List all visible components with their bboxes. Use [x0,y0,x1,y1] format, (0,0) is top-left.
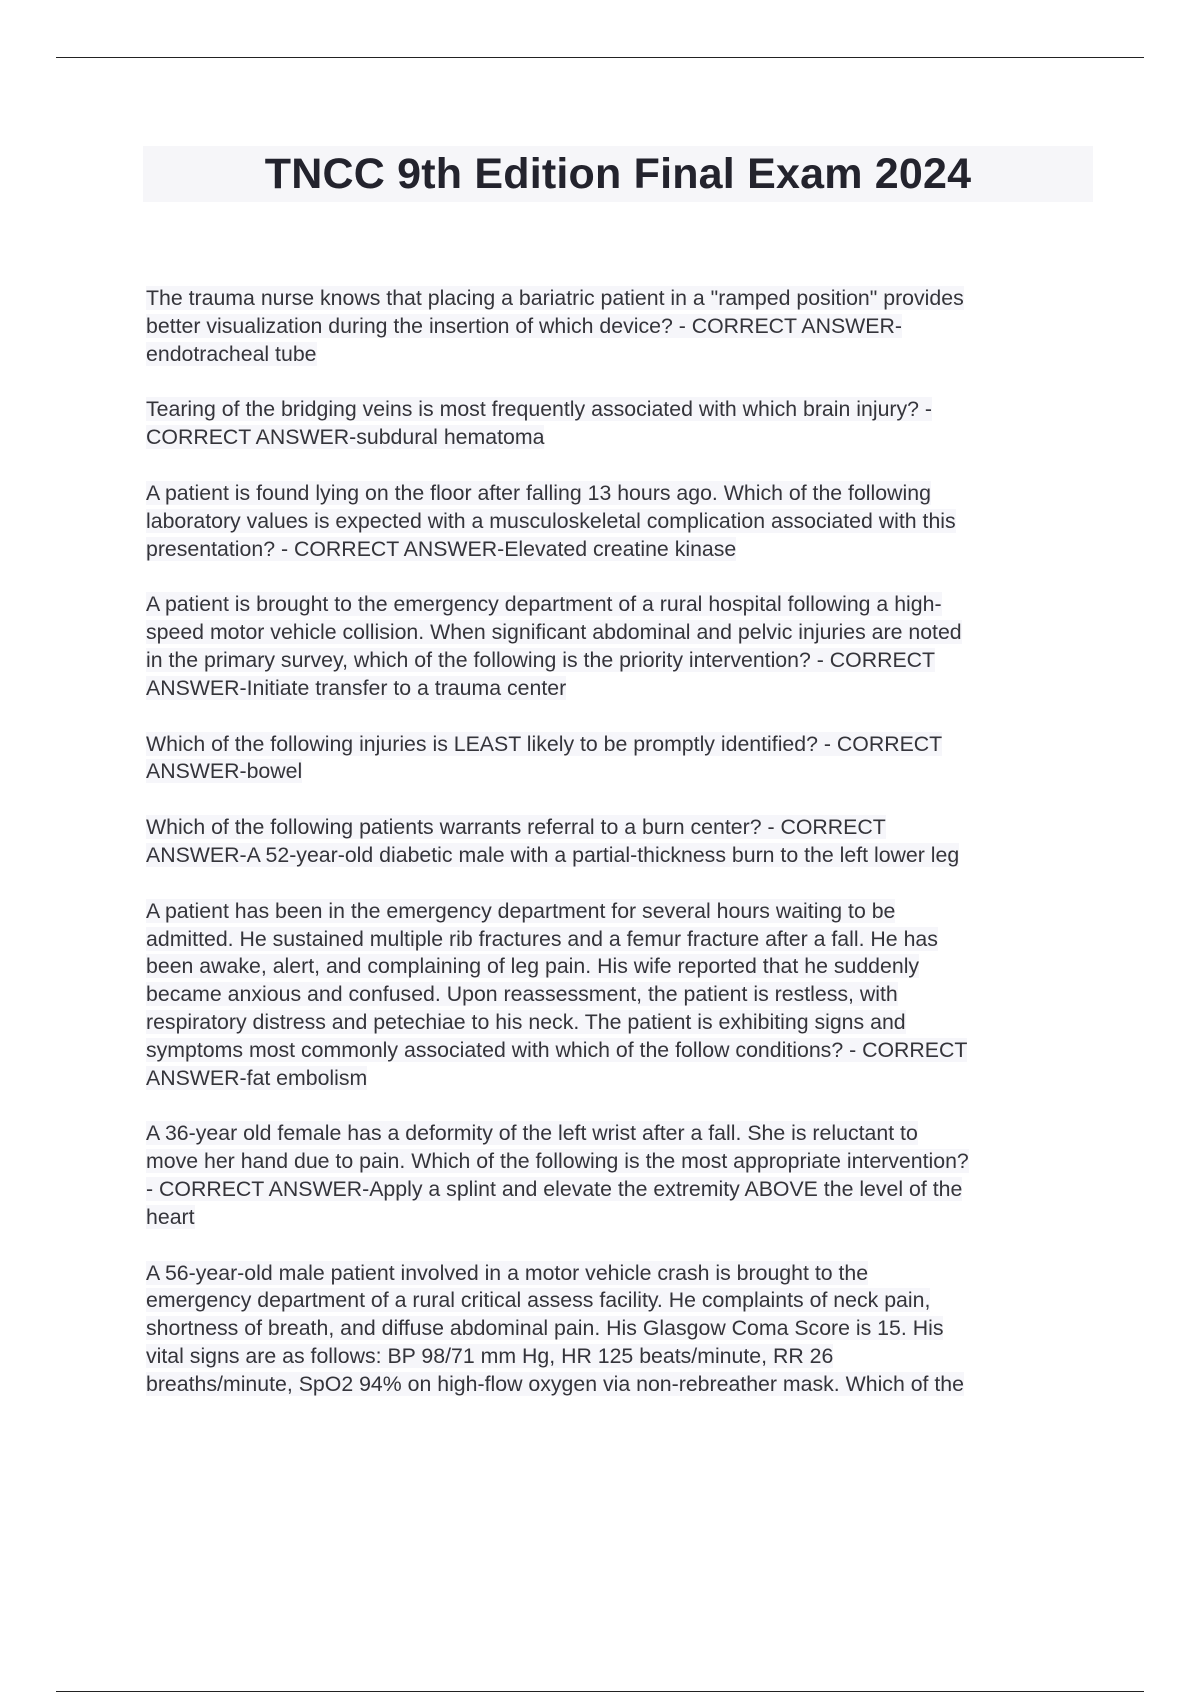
question-line: speed motor vehicle collision. When significant abdominal and pelvic injuries are noted [146,620,962,645]
question-line: in the primary survey, which of the following is the priority intervention? - CORRECT [146,647,936,672]
question-6 [146,814,1086,870]
question-line: vital signs are as follows: BP 98/71 mm Hg, HR 125 beats/minute, RR 26 [146,1343,834,1368]
question-line: ANSWER-fat embolism [146,1065,368,1090]
question-line: emergency department of a rural critical assess facility. He complaints of neck pain, [146,1288,931,1313]
question-1 [146,285,1086,368]
question-line: endotracheal tube [146,341,317,366]
question-line: been awake, alert, and complaining of leg pain. His wife reported that he suddenly [146,954,920,979]
question-line: ANSWER-bowel [146,759,303,784]
question-line: presentation? - CORRECT ANSWER-Elevated creatine kinase [146,536,737,561]
question-line: Which of the following patients warrants referral to a burn center? - CORRECT [146,815,886,840]
top-rule [56,57,1144,58]
question-line: breaths/minute, SpO2 94% on high-flow oxygen via non-rebreather mask. Which of the [146,1371,964,1396]
question-7 [146,898,1086,1093]
question-line: symptoms most commonly associated with which of the follow conditions? - CORRECT [146,1037,968,1062]
question-list [146,285,1086,1427]
question-line: A patient is brought to the emergency department of a rural hospital following a high- [146,592,942,617]
question-4 [146,591,1086,702]
question-3 [146,480,1086,563]
question-line: admitted. He sustained multiple rib fractures and a femur fracture after a fall. He has [146,926,938,951]
question-line: The trauma nurse knows that placing a bariatric patient in a "ramped position" provides [146,286,964,310]
question-line: A 36-year old female has a deformity of the left wrist after a fall. She is reluctant to [146,1121,918,1146]
document-title: TNCC 9th Edition Final Exam 2024 [264,150,972,198]
question-line: better visualization during the insertion of which device? - CORRECT ANSWER- [146,313,902,338]
bottom-rule [56,1691,1144,1692]
question-line: CORRECT ANSWER-subdural hematoma [146,425,545,450]
question-line: A 56-year-old male patient involved in a motor vehicle crash is brought to the [146,1260,869,1285]
question-line: laboratory values is expected with a musculoskeletal complication associated with this [146,508,956,533]
question-line: move her hand due to pain. Which of the following is the most appropriate intervention? [146,1149,969,1174]
question-line: - CORRECT ANSWER-Apply a splint and elevate the extremity ABOVE the level of the [146,1176,963,1201]
question-line: heart [146,1204,195,1229]
question-9 [146,1260,1086,1399]
question-line: A patient is found lying on the floor after falling 13 hours ago. Which of the following [146,480,931,505]
question-line: Tearing of the bridging veins is most frequently associated with which brain injury? - [146,397,933,422]
question-line: respiratory distress and petechiae to his neck. The patient is exhibiting signs and [146,1009,906,1034]
question-5 [146,731,1086,787]
question-2 [146,396,1086,452]
question-line: ANSWER-A 52-year-old diabetic male with a partial-thickness burn to the left lower leg [146,842,960,867]
question-8 [146,1120,1086,1231]
question-line: became anxious and confused. Upon reassessment, the patient is restless, with [146,982,898,1007]
question-line: Which of the following injuries is LEAST likely to be promptly identified? - CORRECT [146,731,943,756]
question-line: ANSWER-Initiate transfer to a trauma center [146,675,567,700]
question-line: shortness of breath, and diffuse abdominal pain. His Glasgow Coma Score is 15. His [146,1316,944,1341]
question-line: A patient has been in the emergency department for several hours waiting to be [146,898,896,923]
